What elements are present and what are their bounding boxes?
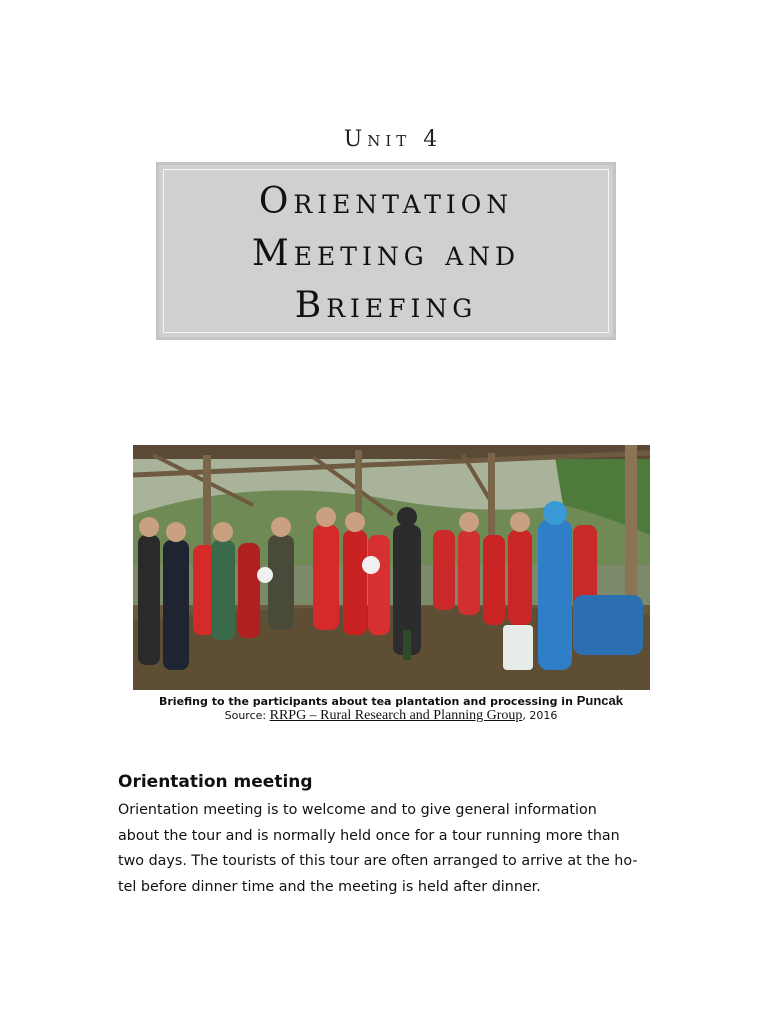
source-year: , 2016 — [522, 709, 558, 722]
source-link[interactable]: RRPG – Rural Research and Planning Group — [269, 708, 523, 723]
photo-source — [0, 708, 768, 724]
briefing-photo — [133, 445, 650, 690]
source-label: Source: — [224, 709, 270, 722]
body-line-1: Orientation meeting is to welcome and to give general information — [118, 802, 597, 818]
body-line-3: two days. The tourists of this tour are often arranged to arrive at the ho- — [118, 853, 638, 869]
body-paragraph — [118, 798, 666, 900]
body-line-2: about the tour and is normally held once for a tour running more than — [118, 827, 620, 844]
caption-place: Puncak — [576, 693, 623, 708]
title-box — [156, 162, 616, 340]
title-line-1: Orientation — [258, 181, 514, 222]
title-line-3: Briefing — [294, 285, 478, 326]
section-heading: Orientation meeting — [118, 772, 313, 792]
title-line-2: Meeting and — [251, 233, 521, 274]
unit-label: Unit 4 — [343, 127, 443, 152]
caption-text: Briefing to the participants about tea plantation and processing in — [158, 695, 577, 708]
photo-caption — [0, 693, 768, 708]
body-line-4: tel before dinner time and the meeting is held after dinner. — [118, 878, 541, 895]
